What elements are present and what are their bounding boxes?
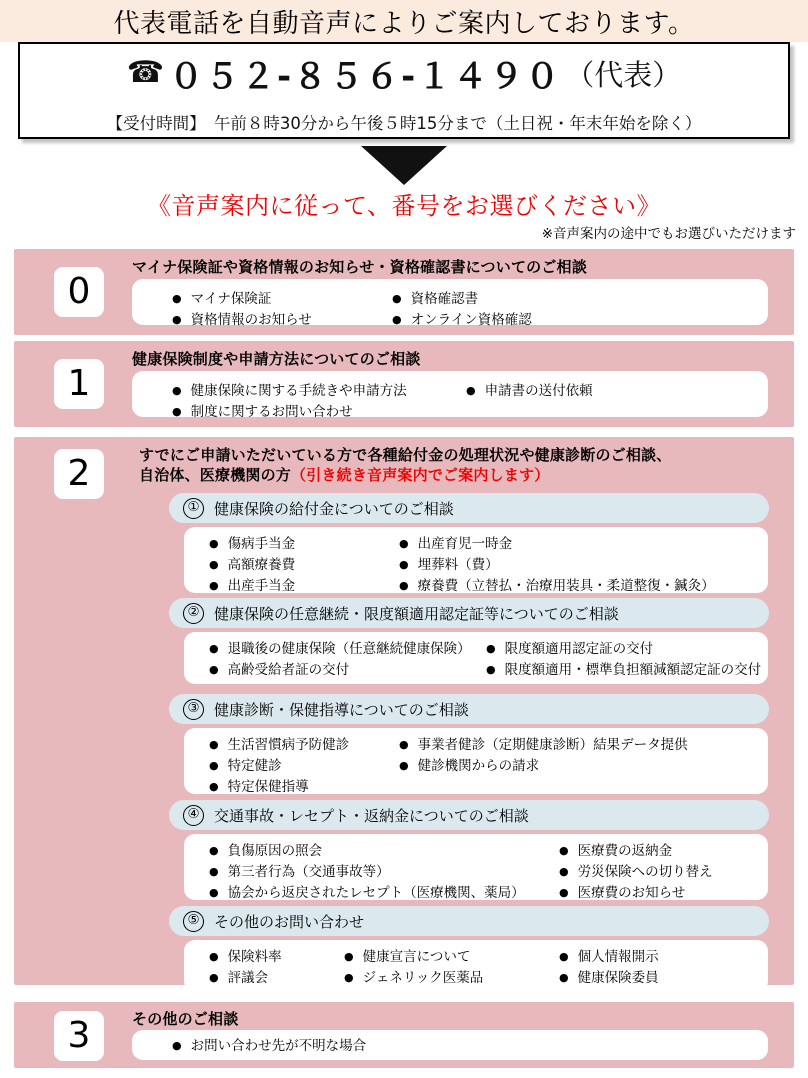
submenu-pill-1[interactable]: [169, 493, 769, 523]
telephone-handset-icon: ☎︎: [126, 54, 165, 90]
voice-guidance-instruction: 《音声案内に従って、番号をお選びください》: [146, 192, 662, 220]
down-arrow-icon: [0, 146, 808, 185]
list-item: ● 事業者健診（定期健康診断）結果データ提供: [399, 739, 688, 753]
submenu-number-2: ②: [183, 603, 204, 624]
list-item: ● 健康保険に関する手続きや申請方法: [172, 385, 407, 399]
submenu-pill-4[interactable]: [169, 800, 769, 830]
menu-title-2-line2: 自治体、医療機関の方: [139, 466, 292, 485]
list-item: ● 個人情報開示: [559, 951, 659, 965]
submenu-label-1: 健康保険の給付金についてのご相談: [214, 499, 454, 518]
menu-block-0[interactable]: [14, 249, 794, 335]
list-item: ● 療養費（立替払・治療用装具・柔道整復・鍼灸）: [399, 580, 715, 594]
list-item: ● 限度額適用・標準負担額減額認定証の交付: [486, 664, 761, 678]
submenu-label-2: 健康保険の任意継続・限度額適用認定証等についてのご相談: [214, 604, 619, 623]
list-item: ● 負傷原因の照会: [209, 845, 322, 859]
list-item: ● 資格情報のお知らせ: [172, 314, 312, 328]
list-item: ● 出産手当金: [209, 580, 295, 594]
list-item: ● 医療費のお知らせ: [559, 887, 685, 901]
list-item: ● 健康宣言について: [344, 951, 470, 965]
list-item: ● オンライン資格確認: [392, 314, 532, 328]
list-item: ● 特定健診: [209, 760, 282, 774]
menu-title-2-red-note: （引き続き音声案内でご案内します）: [291, 466, 550, 485]
phone-number-suffix: （代表）: [565, 58, 682, 92]
submenu-label-3: 健康診断・保健指導についてのご相談: [214, 700, 469, 719]
list-item: ● 労災保険への切り替え: [559, 866, 713, 880]
menu-title-3: その他のご相談: [132, 1010, 239, 1028]
list-item: ● 傷病手当金: [209, 538, 295, 552]
menu-number-1: 1: [54, 359, 104, 409]
phone-info-box: [18, 42, 790, 139]
menu-number-2: 2: [54, 449, 104, 499]
submenu-pill-2[interactable]: [169, 598, 769, 628]
submenu-number-4: ④: [183, 805, 204, 826]
menu-block-2[interactable]: [14, 437, 794, 985]
list-item: ● 生活習慣病予防健診: [209, 739, 349, 753]
menu-title-0: マイナ保険証や資格情報のお知らせ・資格確認書についてのご相談: [132, 258, 587, 276]
menu-block-1[interactable]: [14, 341, 794, 427]
list-item: ● 医療費の返納金: [559, 845, 672, 859]
page-title: 代表電話を自動音声によりご案内しております。: [113, 8, 695, 39]
menu-number-3: 3: [54, 1011, 104, 1061]
list-item: ● 限度額適用認定証の交付: [486, 643, 653, 657]
submenu-label-4: 交通事故・レセプト・返納金についてのご相談: [214, 806, 529, 825]
list-item: ● 第三者行為（交通事故等）: [209, 866, 390, 880]
phone-line: [127, 49, 682, 98]
header-band: [0, 0, 808, 42]
list-item: ● 出産育児一時金: [399, 538, 512, 552]
submenu-number-3: ③: [183, 699, 204, 720]
list-item: ● 申請書の送付依頼: [466, 385, 593, 399]
submenu-pill-3[interactable]: [169, 694, 769, 724]
submenu-label-5: その他のお問い合わせ: [214, 912, 365, 931]
list-item: ● 評議会: [209, 972, 268, 986]
list-item: ● 健康保険委員: [559, 972, 659, 986]
list-item: ● 高額療養費: [209, 559, 295, 573]
menu-title-2: [139, 445, 671, 486]
menu-title-1: 健康保険制度や申請方法についてのご相談: [132, 350, 421, 368]
submenu-number-5: ⑤: [183, 911, 204, 932]
list-item: ● 退職後の健康保険（任意継続健康保険）: [209, 643, 471, 657]
list-item: ● 埋葬料（費）: [399, 559, 499, 573]
list-item: ● ジェネリック医薬品: [344, 972, 483, 986]
menu-title-2-line1: すでにご申請いただいている方で各種給付金の処理状況や健康診断のご相談、: [139, 446, 672, 464]
list-item: ● 保険料率: [209, 951, 282, 965]
menu-number-0: 0: [54, 267, 104, 317]
reception-hours: 【受付時間】 午前８時30分から午後５時15分まで（土日祝・年末年始を除く）: [106, 114, 702, 133]
phone-number: ０５２-８５６-１４９０: [169, 57, 562, 97]
list-item: ● 健診機関からの請求: [399, 760, 539, 774]
submenu-pill-5[interactable]: [169, 906, 769, 936]
list-item: ● お問い合わせ先が不明な場合: [172, 1040, 366, 1054]
list-item: ● 特定保健指導: [209, 781, 309, 795]
menu-block-3[interactable]: [14, 1002, 794, 1068]
list-item: ● 制度に関するお問い合わせ: [172, 406, 353, 420]
list-item: ● 資格確認書: [392, 293, 478, 307]
list-item: ● 協会から返戻されたレセプト（医療機関、薬局）: [209, 887, 525, 901]
list-item: ● マイナ保険証: [172, 293, 271, 307]
voice-guidance-note: ※音声案内の途中でもお選びいただけます: [541, 226, 796, 242]
list-item: ● 高齢受給者証の交付: [209, 664, 349, 678]
submenu-number-1: ①: [183, 498, 204, 519]
